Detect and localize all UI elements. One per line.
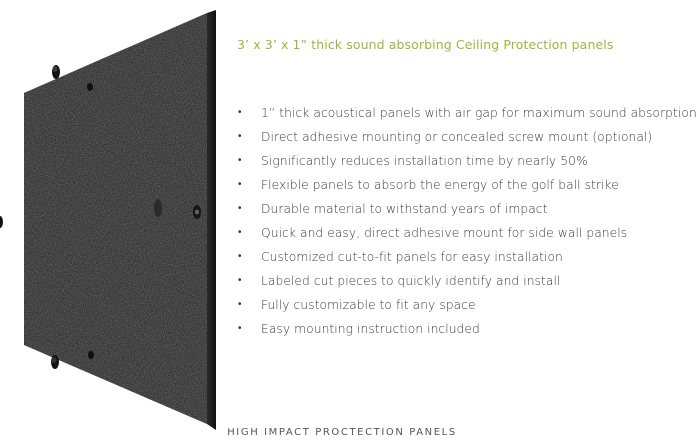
list-item: [236, 173, 697, 197]
feature-text: Labeled cut pieces to quickly identify and install: [261, 274, 561, 288]
bullet-icon: •: [238, 299, 242, 310]
feature-list: [236, 101, 697, 341]
list-item: [236, 245, 697, 269]
list-item: [236, 149, 697, 173]
bullet-icon: •: [238, 107, 242, 118]
list-item: [236, 293, 697, 317]
list-item: [236, 269, 697, 293]
list-item: [236, 197, 697, 221]
feature-text: Customized cut-to-fit panels for easy installation: [261, 250, 563, 264]
page-title: 3’ x 3’ x 1” thick sound absorbing Ceiling Protection panels: [237, 37, 614, 52]
feature-text: Durable material to withstand years of impact: [261, 202, 548, 216]
bullet-icon: •: [238, 155, 242, 166]
feature-text: Fully customizable to fit any space: [261, 298, 476, 312]
list-item: [236, 221, 697, 245]
bullet-icon: •: [238, 179, 242, 190]
feature-text: Significantly reduces installation time by nearly 50%: [261, 154, 588, 168]
bullet-icon: •: [238, 203, 242, 214]
feature-text: 1” thick acoustical panels with air gap for maximum sound absorption: [261, 106, 697, 120]
feature-text: Quick and easy, direct adhesive mount for side wall panels: [261, 226, 628, 240]
image-caption: HIGH IMPACT PROCTECTION PANELS: [227, 427, 457, 438]
list-item: [236, 101, 697, 125]
bullet-icon: •: [238, 131, 242, 142]
bullet-icon: •: [238, 227, 242, 238]
list-item: [236, 317, 697, 341]
feature-text: Direct adhesive mounting or concealed screw mount (optional): [261, 130, 653, 144]
bullet-icon: •: [238, 323, 242, 334]
list-item: [236, 125, 697, 149]
bullet-icon: •: [238, 275, 242, 286]
feature-text: Flexible panels to absorb the energy of the golf ball strike: [261, 178, 619, 192]
feature-text: Easy mounting instruction included: [261, 322, 480, 336]
acoustic-panel-image: [0, 0, 232, 430]
bullet-icon: •: [238, 251, 242, 262]
